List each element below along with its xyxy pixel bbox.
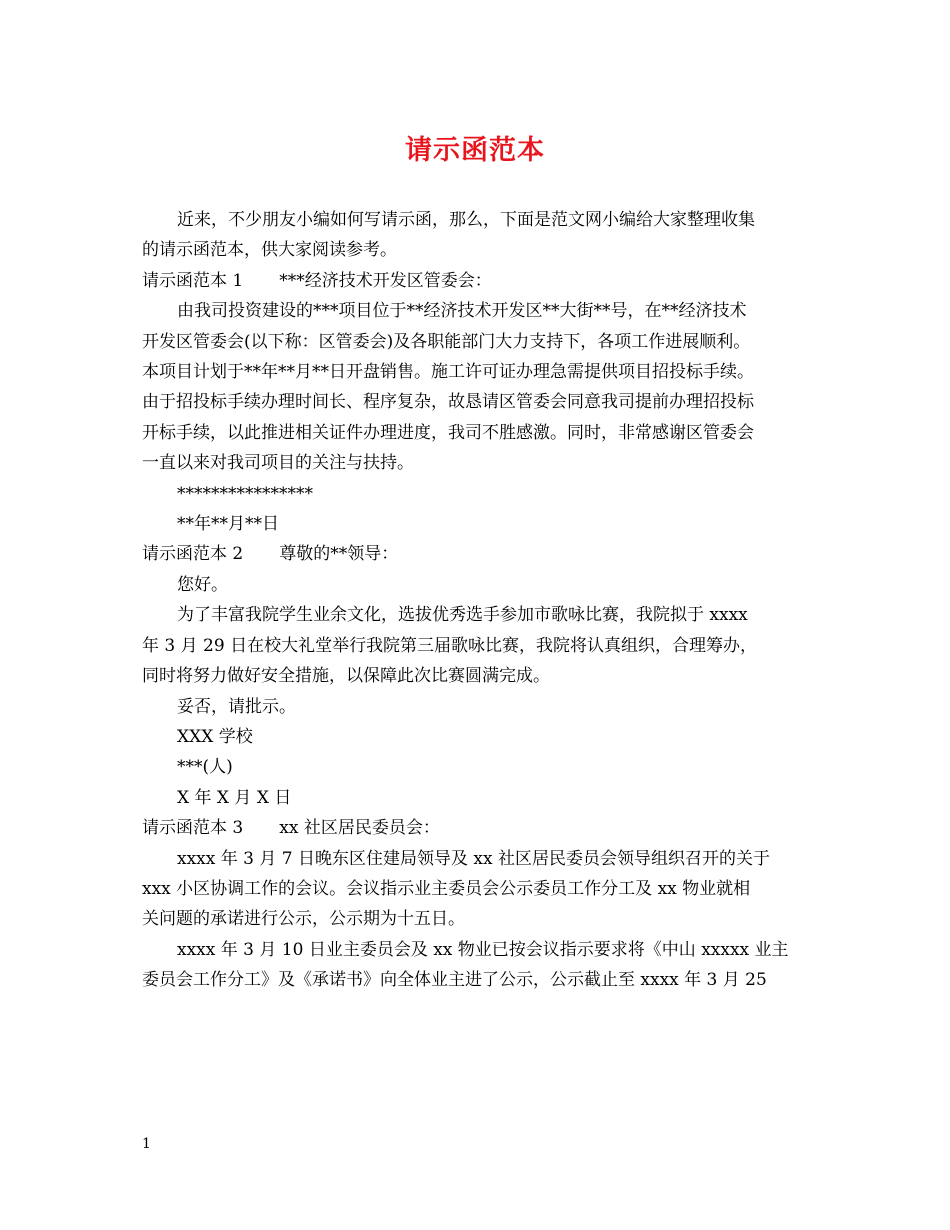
sample3-paragraph-1 <box>142 844 814 935</box>
sample1-line-6: 一直以来对我司项目的关注与扶持。 <box>142 453 414 474</box>
sample1-paragraph <box>142 296 814 478</box>
intro-paragraph <box>142 205 814 266</box>
sample1-heading: 请示函范本 1 <box>142 270 244 291</box>
sample3-heading: 请示函范本 3 <box>142 818 244 839</box>
sample2-addressee: 尊敬的**领导： <box>279 544 399 565</box>
sample3-addressee: xx 社区居民委员会： <box>279 818 440 839</box>
sample1-line-3: 本项目计划于**年**月**日开盘销售。施工许可证办理急需提供项目招投标手续。 <box>142 362 754 383</box>
sample1-addressee: ***经济技术开发区管委会： <box>279 270 492 291</box>
sample2-person: ***(人) <box>177 757 233 778</box>
sample1-heading-row <box>142 266 814 296</box>
intro-line-2: 的请示函范本，供大家阅读参考。 <box>142 240 397 261</box>
sample1-signer: **************** <box>177 483 313 504</box>
sample3-paragraph-2 <box>142 935 814 996</box>
page-number: 1 <box>142 1136 151 1152</box>
sample2-date: X 年 X 月 X 日 <box>177 787 292 808</box>
sample2-closing: 妥否，请批示。 <box>177 696 296 717</box>
sample3-p1-line-1: xxxx 年 3 月 7 日晚东区住建局领导及 xx 社区居民委员会领导组织召开的关于 <box>177 848 770 869</box>
document-title: 请示函范本 <box>405 135 545 166</box>
sample2-school: XXX 学校 <box>177 726 253 747</box>
sample3-p1-line-3: 关问题的承诺进行公示，公示期为十五日。 <box>142 909 465 930</box>
sample2-heading: 请示函范本 2 <box>142 544 244 565</box>
sample2-line-2: 年 3 月 29 日在校大礼堂举行我院第三届歌咏比赛，我院将认真组织，合理筹办， <box>142 635 758 656</box>
sample1-date: **年**月**日 <box>177 514 279 535</box>
sample1-line-1: 由我司投资建设的***项目位于**经济技术开发区**大街**号，在**经济技术 <box>177 301 747 322</box>
sample2-line-3: 同时将努力做好安全措施，以保障此次比赛圆满完成。 <box>142 666 550 687</box>
sample2-paragraph <box>142 600 814 691</box>
sample1-line-4: 由于招投标手续办理时间长、程序复杂，故恳请区管委会同意我司提前办理招投标 <box>142 392 754 413</box>
sample1-line-5: 开标手续，以此推进相关证件办理进度，我司不胜感激。同时，非常感谢区管委会 <box>142 422 754 443</box>
sample2-greeting: 您好。 <box>177 574 228 595</box>
sample3-p2-line-1: xxxx 年 3 月 10 日业主委员会及 xx 物业已按会议指示要求将《中山 xxxxx 业主 <box>177 939 789 960</box>
intro-line-1: 近来，不少朋友小编如何写请示函，那么，下面是范文网小编给大家整理收集 <box>177 210 755 230</box>
sample3-p2-line-2: 委员会工作分工》及《承诺书》向全体业主进了公示，公示截止至 xxxx 年 3 月 25 <box>142 970 767 991</box>
sample2-line-1: 为了丰富我院学生业余文化，选拔优秀选手参加市歌咏比赛，我院拟于 xxxx <box>177 605 748 626</box>
document-body <box>142 205 814 996</box>
sample2-heading-row <box>142 539 814 569</box>
sample3-p1-line-2: xxx 小区协调工作的会议。会议指示业主委员会公示委员工作分工及 xx 物业就相 <box>142 878 751 899</box>
sample3-heading-row <box>142 813 814 843</box>
sample1-line-2: 开发区管委会(以下称：区管委会)及各职能部门大力支持下，各项工作进展顺利。 <box>142 331 751 352</box>
